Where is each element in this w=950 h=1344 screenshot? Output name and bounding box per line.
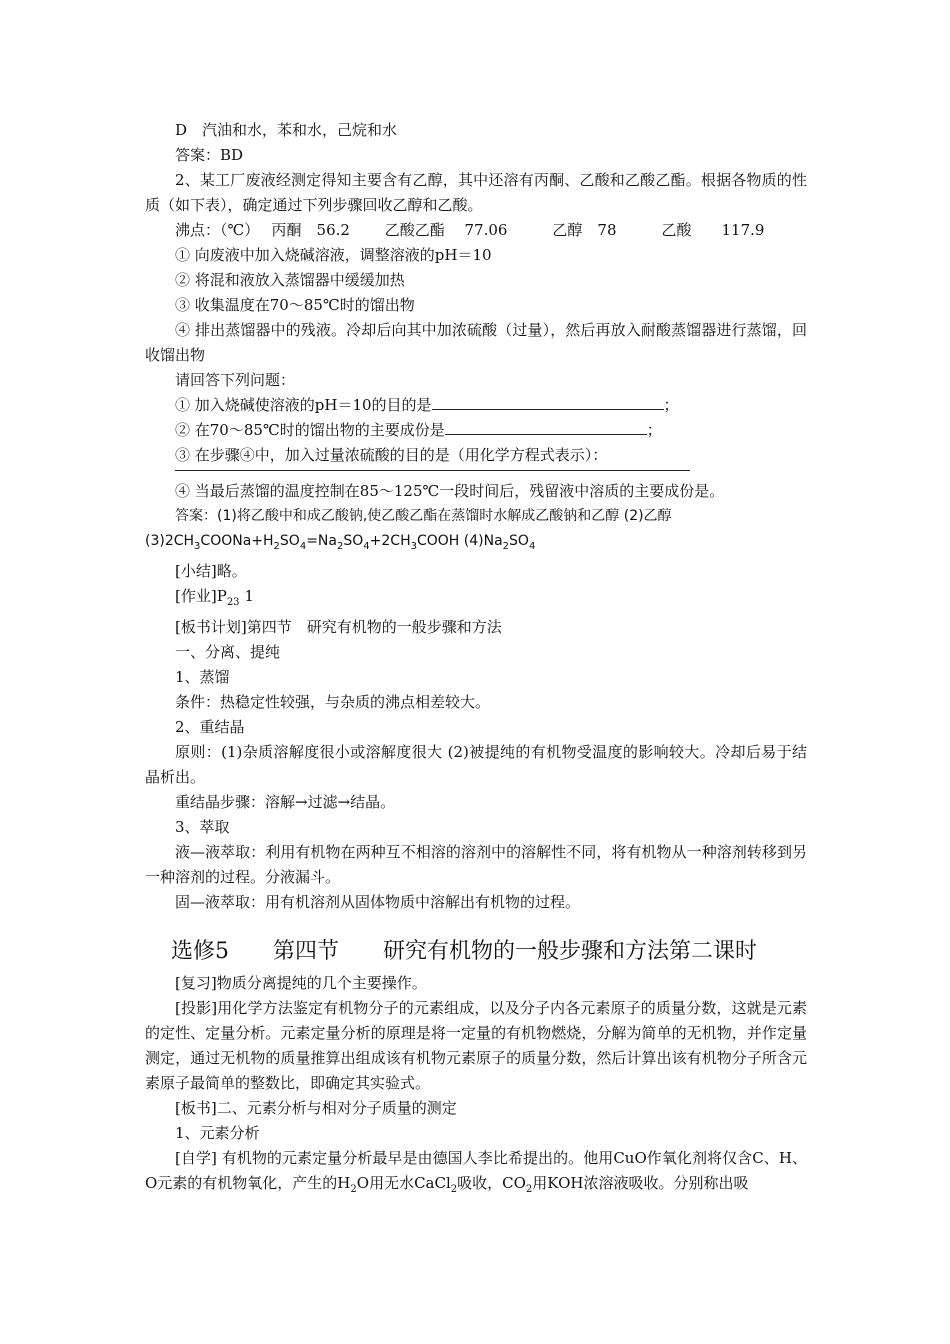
option-d: D 汽油和水，苯和水，己烷和水 <box>175 121 398 139</box>
semicolon-1: ； <box>663 396 679 414</box>
step-1: ① 向废液中加入烧碱溶液，调整溶液的pH＝10 <box>175 246 492 264</box>
self-study: [自学] 有机物的元素定量分析最早是由德国人李比希提出的。他用CuO作氧化剂将仅含C、H、O元素的有机物氧化，产生的$H_2O$用无水CaCl$_2$吸收，$CO_2$用KOH浓溶液吸收。分别称出吸 <box>145 1148 807 1195</box>
sub-question-1-text: ① 加入烧碱使溶液的pH＝10的目的是 <box>175 396 432 414</box>
outline-steps: 重结晶步骤：溶解→过滤→结晶。 <box>175 792 396 811</box>
step-3: ③ 收集温度在70～85℃时的馏出物 <box>175 296 415 314</box>
outline-1: 一、分离、提纯 <box>175 642 281 661</box>
sub-question-2-text: ② 在70～85℃时的馏出物的主要成份是 <box>175 421 445 439</box>
question-prompt: 请回答下列问题： <box>175 371 296 389</box>
outline-principle: 原则：(1)杂质溶解度很小或溶解度很大 (2)被提纯的有机物受温度的影响较大。冷却后易于结晶析出。 <box>145 742 807 786</box>
answer-2-line-1: 答案：(1)将乙酸中和成乙酸钠,使乙酸乙酯在蒸馏时水解成乙酸钠和乙醇 (2)乙醇 <box>175 508 672 524</box>
outline-distillation: 1、蒸馏 <box>175 667 230 686</box>
board-plan: [板书计划]第四节 研究有机物的一般步骤和方法 <box>175 617 502 636</box>
board-heading: [板书]二、元素分析与相对分子质量的测定 <box>175 1098 457 1117</box>
question-2: 2、某工厂废液经测定得知主要含有乙醇，其中还溶有丙酮、乙酸和乙酸乙酯。根据各物质的性质（如下表），确定通过下列步骤回收乙醇和乙酸。 <box>145 171 807 214</box>
outline-liquid-extraction: 液—液萃取：利用有机物在两种互不相溶的溶剂中的溶解性不同，将有机物从一种溶剂转移到另一种溶剂的过程。分液漏斗。 <box>145 842 807 886</box>
summary: [小结]略。 <box>175 561 247 580</box>
answer-2-line-2: $(3)2CH_3COONa+H_2SO_4=Na_2SO_4+2CH_3COOH$ $(4)Na_2SO_4$ <box>145 533 536 552</box>
boiling-point-table: 沸点：（℃） 丙酮 56.2 乙酸乙酯 77.06 乙醇 78 乙酸 117.9 <box>175 221 765 239</box>
outline-condition: 条件：热稳定性较强，与杂质的沸点相差较大。 <box>175 692 491 711</box>
step-2: ② 将混和液放入蒸馏器中缓缓加热 <box>175 271 405 289</box>
section-title: 选修5 第四节 研究有机物的一般步骤和方法第二课时 <box>171 938 757 964</box>
homework: [作业]$P_{23}$ 1 <box>175 586 254 608</box>
answer-1: 答案：BD <box>175 146 244 164</box>
answer-blank-3 <box>175 468 690 471</box>
outline-recrystallization: 2、重结晶 <box>175 717 245 736</box>
sub-question-3: ③ 在步骤④中，加入过量浓硫酸的目的是（用化学方程式表示）： <box>175 446 608 464</box>
projection: [投影]用化学方法鉴定有机物分子的元素组成，以及分子内各元素原子的质量分数，这就是元素的定性、定量分析。元素定量分析的原理是将一定量的有机物燃烧，分解为简单的无机物，并作定量测定，通过无机物的质量推算出组成该有机物元素原子的质量分数，然后计算出该有机物分子所含元素原子最简单的整数比，即确定其实验式。 <box>145 998 807 1092</box>
document-page <box>145 118 807 1202</box>
sub-question-4: ④ 当最后蒸馏的温度控制在85～125℃一段时间后，残留液中溶质的主要成份是。 <box>175 482 725 500</box>
sub-question-1 <box>145 393 807 418</box>
answer-blank-1 <box>432 394 664 410</box>
sub-question-2 <box>145 418 807 443</box>
semicolon-2: ； <box>646 421 662 439</box>
element-analysis-heading: 1、元素分析 <box>175 1123 260 1142</box>
answer-blank-2 <box>445 419 647 435</box>
outline-extraction: 3、萃取 <box>175 817 230 836</box>
step-4: ④ 排出蒸馏器中的残液。冷却后向其中加浓硫酸（过量），然后再放入耐酸蒸馏器进行蒸馏，回收馏出物 <box>145 321 807 364</box>
review: [复习]物质分离提纯的几个主要操作。 <box>175 973 427 992</box>
outline-solid-extraction: 固—液萃取：用有机溶剂从固体物质中溶解出有机物的过程。 <box>175 892 581 911</box>
